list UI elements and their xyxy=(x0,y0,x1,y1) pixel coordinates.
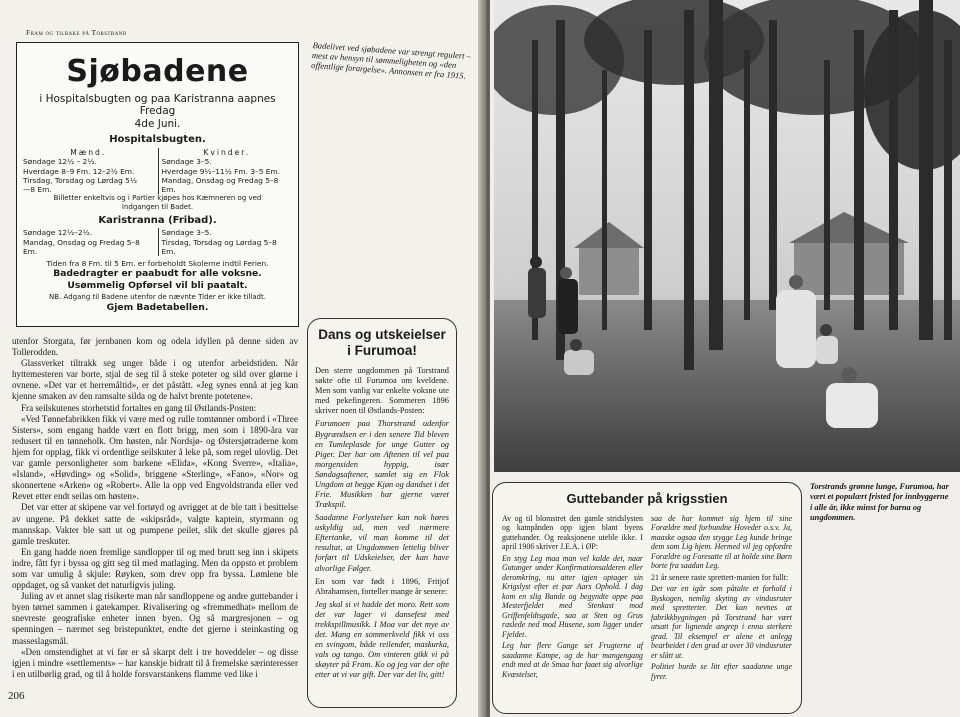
ad-line: Mandag, Onsdag og Fredag 5–8 xyxy=(161,175,279,185)
ad-subtitle-line: 4de Juni. xyxy=(134,117,181,130)
ad-men-column xyxy=(23,148,154,194)
ad-subtitle-line: i Hospitalsbugten og paa Karistranna aapnes Fredag xyxy=(39,92,276,118)
ad-line: Em. xyxy=(23,246,38,256)
ad-women-column xyxy=(158,148,293,194)
main-text xyxy=(12,336,298,680)
ad-women-head: Kvinder. xyxy=(203,147,251,157)
ad-line: Tirsdag, Torsdag og Lørdag 5–8 xyxy=(161,237,277,247)
ad-time-note: Tiden fra 8 Fm. til 5 Em. er forbeholdt Skolerne indtil Ferien. xyxy=(46,259,269,269)
box-paragraph: Den sterre ungdommen på Torstrand søkte ofte til Furumoa om kveldene. Men som vanlig var enkelte voksne ute med pekefingeren. Sommeren 1896 skriver noen til Østlands-Posten: xyxy=(315,366,449,416)
paragraph: Juling av et annet slag risikerte man når sandloppene og andre guttebander i byen tørnet sammen i gatekamper. Rivalisering og «fremmedhat» mellom de snevreste geografiske enheter innen byen. Og så margresjonen – og spenningen – nærmet seg bristepunktet, endte det gjerne i steinkasting og masseslagsmål. xyxy=(12,591,298,646)
paragraph: «Ved Tønnefabrikken fikk vi være med og rulle tomtønner ombord i «Three Sisters», som engang hadde vært en flott brigg, men som i 1890-åra var redusert til en tønneholk. Om høsten, når Nordsjø- og Østersjøtraderne kom hjem for opplag, fikk vi ordentlige seilskuter å leke på, som regel ulovlig. Det var gamle personligheter som barkene «Elida», «Kong Sverre», «Italia», «Island», «Høvding» og «Solid», briggene «Sterling», «Fano», «Nor» og skonnertene «Arken» og «Robert». Alle la opp ved Engvoldstranda eller ved Revet etter endt seilas om høsten». xyxy=(12,413,298,502)
box-column-1 xyxy=(502,514,643,683)
box-quote: Jeg skal si vi hadde det moro. Rett som det var lager vi dansefest med trekkspillmusikk. I Moa var det mye av det. Mang en sommerkveld fikk vi oss en svingom, både reilender, maskurka, vals og tango. Om vinteren gikk vi på skøyter på Fram. Ko og jeg var der ofte etter at vi var gift. Der var det liv, gitt! xyxy=(315,599,449,680)
paragraph: Det var etter at skipene var vel fortøyd og avrigget at de ble tatt i besittelse av ungene. På dekket satte de «skipsråd», valgte kaptein, styrmann og mannskap. Vakter ble satt ut og pumpene peilet, slik det skulle gjøres på gamle treskuter. xyxy=(12,502,298,546)
ad-line: Mandag, Onsdag og Fredag 5–8 xyxy=(23,237,140,247)
paragraph: utenfor Storgata, før jernbanen kom og odela idyllen på denne siden av Tollerodden. xyxy=(12,336,298,358)
paragraph: Fra seilskutenes storhetstid fortaltes en gang til Østlands-Posten: xyxy=(21,402,257,413)
bath-advertisement xyxy=(16,42,299,327)
forest-photo-image xyxy=(494,0,960,472)
ad-women-column xyxy=(158,228,293,256)
box-quote: Leg har flere Gange set Frugterne af saadanne Kampe, og de har mangengang endt med at de Smaa har faaet sig alvorlige Kvæstelser, xyxy=(502,641,643,679)
box-title: Guttebander på krigsstien xyxy=(566,491,728,506)
ad-line: Indgangen til Badet. xyxy=(121,203,194,212)
box-quote: saa de har kommet sig hjem til sine Forældre med forbundne Hoveder o.s.v. Ja, maaske ogsaa den stygge Leg kunde bringe dem som Lig hjem. Hermed vil jeg opfordre Forældre og Foresatte til at holde sine Børn borte fra saadan Leg. xyxy=(651,514,792,571)
paragraph: «Den omstendighet at vi før er så skarpt delt i tre hoveddeler – og disse igjen i mindre «settlements» – har kanskje bidratt til å fremelske særinteresser i en utilbørlig grad, og til å holde forsvarstankens flamme ved like i xyxy=(12,646,298,679)
box-title: Dans og utskeielser i Furumoa! xyxy=(318,327,446,358)
box-columns xyxy=(502,514,792,683)
box-paragraph: 21 år senere raste sprettert-manien for fullt: xyxy=(651,572,789,582)
ad-section-hospitalsbugten: Hospitalsbugten. xyxy=(109,134,206,146)
ad-men-column xyxy=(23,228,154,256)
ad-line: Søndage 12½–2½. xyxy=(23,228,93,238)
ad-section-karistranna: Karistranna (Fribad). xyxy=(98,214,217,226)
forest-photo xyxy=(494,0,960,472)
ad-line: Søndage 3–5. xyxy=(161,228,212,238)
ad-caption: Badelivet ved sjøbadene var strengt regulert – mest av hensyn til sømmeligheten og «den offentlige forargelse». Annonsen er fra 1915. xyxy=(310,40,472,81)
ad-line: Hverdage 8–9 Fm. 12–2½ Em. xyxy=(23,166,135,176)
photo-caption: Torstrands grønne lunge, Furumoa, har vært et populært fristed for innbyggerne i alle år, ikke minst for barna og ungdommen. xyxy=(810,482,949,522)
ad-rule: Usømmelig Opførsel vil bli paatalt. xyxy=(67,279,248,291)
ad-line: Billetter enkeltvis og i Partier kjøpes hos Kæmneren og ved xyxy=(53,194,262,203)
box-paragraph: Av og til blomstret den gamle stridslysten og kampånden opp igjen blant byens guttebander. Og reaksjonene uteble ikke. I april 1906 skriver J.E.A. i ØP: xyxy=(502,514,643,552)
ad-title: Sjøbadene xyxy=(66,54,249,89)
ad-line: —8 Em. xyxy=(23,185,52,195)
ad-subtitle xyxy=(23,93,292,131)
ad-schedule-2 xyxy=(23,228,292,256)
ad-line: Hverdage 9½–11½ Fm. 3–5 Em. xyxy=(161,166,280,176)
ad-line: Søndage 3–5. xyxy=(161,157,212,167)
paragraph: Glassverket tiltrakk seg unger både i og utenfor arbeidstiden. Når hyttemesteren var borte, stjal de seg til å steke poteter og sild over glørne i ovnene. «Det var et herremåltid», er det påstått. «Jeg synes ennå at jeg kan kjenne smaken av den ramsalte silda og de halvt brente potetene». xyxy=(12,358,298,402)
box-quote: Saadanne Forlystelser kan nok høres uskyldig ud, men ved nærmere Eftertanke, vil man komme til det resultat, at Ungdommen lettelig bliver forført til Udskeielser, der kan have alvorlige Følger. xyxy=(315,513,449,573)
paragraph: En gang hadde noen fremlige sandlopper til og med brutt seg inn i skipets indre, fått fyr i byssa og gitt seg til med matlaging. Men da oppsto et problem som var umulig å skjule: Røyken, som drev opp fra byssa. Lømlene ble oppdaget, og så vanket det naturligvis juling. xyxy=(12,546,298,591)
ad-tickets xyxy=(23,194,292,212)
sidebar-box-dans xyxy=(307,318,457,708)
box-quote: Furumoen paa Thorstrand udenfor Bygrændsen er i den senere Tid bleven en Tumleplasde for unge Gutter og Piger. Der har om Aftenen til vel paa morgensiden hyppig, især Søndagsaftener, samlet sig en Flok Ungdom at begge Kjøn og dandset i det Frie. Musikken har gjerne været Trækspil. xyxy=(315,419,449,510)
ad-schedule-1 xyxy=(23,148,292,194)
running-head: Fram og tilbake på Torstrand xyxy=(26,28,127,37)
sidebar-box-guttebander xyxy=(492,482,802,714)
ad-nb: NB. Adgang til Badene utenfor de nævnte Tider er ikke tilladt. xyxy=(49,293,266,302)
ad-line: Em. xyxy=(161,185,176,195)
box-quote: Det var en igår som påtalte et forhold i Byskogen, nemlig skyting av vindusruter med spretterter. Det kan nevnes at fabrikkbygningen på Torstrand har vært utsatt for lignende angrep i ennu sterkere grad. Til eksempel er alene et anlegg bearbeidet i den grad at over 30 vindusruter er slått ut. xyxy=(651,584,792,660)
ad-footer: Gjem Badetabellen. xyxy=(106,302,209,314)
box-quote: En styg Leg maa man vel kalde det, naar Gutunger under Konfirmationsalderen eller deromkring, nu atter igjen optager sin Krigslyst efter et par Aars Ophold. I dag kom en slig Bande og begyndte oppe paa Mesterfjeldet med Stenkast mod Griffenfeldtsgade, saa at Sten og Grus raslede ned mod Husene, som ligger under Fjeldet. xyxy=(502,553,643,639)
ad-rule: Badedragter er paabudt for alle voksne. xyxy=(53,268,262,280)
ad-line: Tirsdag, Torsdag og Lørdag 5½ xyxy=(23,175,138,185)
page-number: 206 xyxy=(8,690,25,702)
box-quote: Politiet burde se litt efter saadanne unge fyrer. xyxy=(651,662,792,681)
ad-men-head: Mænd. xyxy=(70,147,107,157)
box-paragraph: En som var født i 1896, Fritjof Abrahamsen, forteller mange år senere: xyxy=(315,576,449,596)
ad-line: Em. xyxy=(161,246,176,256)
box-column-2 xyxy=(651,514,792,683)
ad-line: Søndage 12½ – 2½. xyxy=(23,157,97,167)
right-page xyxy=(490,0,960,717)
